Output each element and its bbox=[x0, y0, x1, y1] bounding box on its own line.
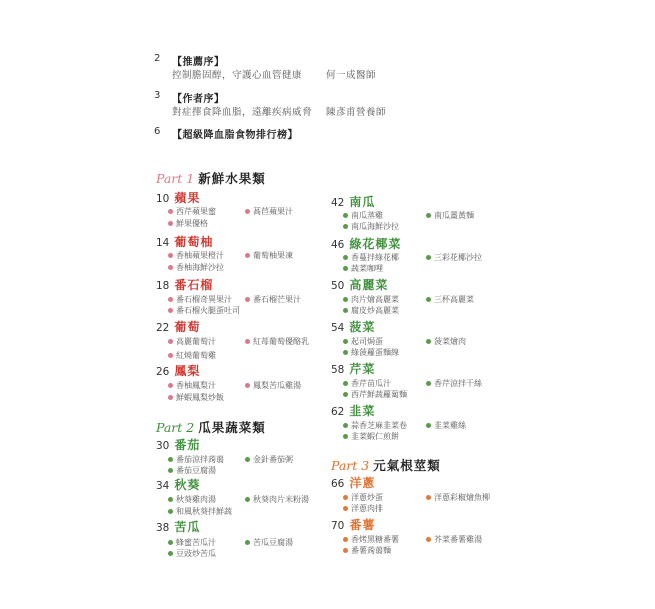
category-name: 洋蔥 bbox=[349, 476, 376, 490]
recipe-item[interactable] bbox=[343, 503, 383, 514]
recipe-item[interactable] bbox=[245, 206, 293, 217]
recipe-item[interactable] bbox=[343, 378, 391, 389]
category-page: 26 bbox=[156, 366, 170, 378]
category-heading[interactable] bbox=[156, 362, 200, 379]
recipe-name: 起司焗蛋 bbox=[351, 337, 383, 346]
bullet-dot-icon bbox=[245, 497, 250, 502]
category-name: 鳳梨 bbox=[174, 364, 201, 378]
recipe-item[interactable] bbox=[245, 294, 301, 305]
recipe-item[interactable] bbox=[343, 431, 399, 442]
category-page: 10 bbox=[156, 193, 170, 205]
bullet-dot-icon bbox=[168, 551, 173, 556]
category-heading[interactable] bbox=[331, 318, 375, 335]
part-title: 瓜果蔬菜類 bbox=[198, 420, 266, 435]
front-title[interactable]: 【作者序】 bbox=[172, 94, 225, 105]
recipe-item[interactable] bbox=[168, 494, 216, 505]
category-heading[interactable] bbox=[331, 276, 388, 293]
recipe-item[interactable] bbox=[168, 350, 216, 361]
bullet-dot-icon bbox=[426, 255, 431, 260]
recipe-item[interactable] bbox=[168, 506, 232, 517]
recipe-name: 西芹鮮蔬蘿蔔麵 bbox=[351, 390, 407, 399]
part-title: 新鮮水果類 bbox=[198, 171, 266, 186]
part-label: Part 1 bbox=[156, 171, 195, 186]
category-name: 秋葵 bbox=[174, 478, 201, 492]
recipe-name: 番茄涼拌蒟蒻 bbox=[176, 455, 224, 464]
category-page: 30 bbox=[156, 440, 170, 452]
bullet-dot-icon bbox=[426, 495, 431, 500]
recipe-name: 三彩花椰沙拉 bbox=[434, 253, 482, 262]
recipe-name: 洋蔥炒蛋 bbox=[351, 493, 383, 502]
front-line: 控制膽固醇，守護心血管健康 bbox=[172, 70, 303, 81]
recipe-name: 三杯高麗菜 bbox=[434, 295, 474, 304]
bullet-dot-icon bbox=[426, 213, 431, 218]
recipe-name: 鮮果優格 bbox=[176, 219, 208, 228]
category-name: 綠花椰菜 bbox=[349, 237, 402, 251]
bullet-dot-icon bbox=[168, 353, 173, 358]
bullet-dot-icon bbox=[245, 540, 250, 545]
recipe-name: 南瓜薑黃麵 bbox=[434, 211, 474, 220]
recipe-name: 香柚海鮮沙拉 bbox=[176, 263, 224, 272]
recipe-item[interactable] bbox=[245, 250, 293, 261]
recipe-name: 番石榴芒果汁 bbox=[253, 295, 301, 304]
bullet-dot-icon bbox=[245, 209, 250, 214]
recipe-name: 番石榴火腿蛋吐司 bbox=[176, 306, 240, 315]
bullet-dot-icon bbox=[343, 381, 348, 386]
bullet-dot-icon bbox=[245, 339, 250, 344]
bullet-dot-icon bbox=[168, 509, 173, 514]
front-num: 3 bbox=[154, 90, 161, 101]
bullet-dot-icon bbox=[343, 308, 348, 313]
recipe-item[interactable] bbox=[245, 537, 293, 548]
part-heading bbox=[156, 169, 266, 187]
recipe-name: 西芹蘋果蜜 bbox=[176, 207, 216, 216]
bullet-dot-icon bbox=[343, 255, 348, 260]
part-label: Part 2 bbox=[156, 420, 195, 435]
bullet-dot-icon bbox=[343, 537, 348, 542]
bullet-dot-icon bbox=[343, 297, 348, 302]
category-page: 66 bbox=[331, 478, 345, 490]
recipe-item[interactable] bbox=[168, 305, 240, 316]
bullet-dot-icon bbox=[168, 468, 173, 473]
recipe-item[interactable] bbox=[168, 465, 216, 476]
bullet-dot-icon bbox=[168, 457, 173, 462]
bullet-dot-icon bbox=[343, 213, 348, 218]
category-name: 番茄 bbox=[174, 438, 201, 452]
bullet-dot-icon bbox=[168, 253, 173, 258]
category-page: 14 bbox=[156, 237, 170, 249]
bullet-dot-icon bbox=[343, 495, 348, 500]
front-author: 何一成醫師 bbox=[326, 70, 377, 81]
category-heading[interactable] bbox=[156, 233, 213, 250]
category-name: 番石榴 bbox=[174, 278, 214, 292]
category-page: 54 bbox=[331, 322, 345, 334]
bullet-dot-icon bbox=[168, 339, 173, 344]
recipe-item[interactable] bbox=[426, 252, 482, 263]
recipe-item[interactable] bbox=[426, 420, 466, 431]
category-page: 18 bbox=[156, 280, 170, 292]
bullet-dot-icon bbox=[426, 339, 431, 344]
category-heading[interactable] bbox=[156, 318, 200, 335]
bullet-dot-icon bbox=[168, 497, 173, 502]
recipe-name: 菠菜燴肉 bbox=[434, 337, 466, 346]
category-name: 番薯 bbox=[349, 518, 376, 532]
category-page: 34 bbox=[156, 480, 170, 492]
part-heading bbox=[156, 418, 266, 436]
recipe-name: 腐皮炒高麗菜 bbox=[351, 306, 399, 315]
recipe-name: 香柚鳳梨汁 bbox=[176, 381, 216, 390]
bullet-dot-icon bbox=[245, 297, 250, 302]
recipe-name: 紅苺葡萄優酪乳 bbox=[253, 337, 309, 346]
front-line: 對症擇食降血脂，遠離疾病威脅 bbox=[172, 107, 313, 118]
recipe-name: 香芹苗瓜汁 bbox=[351, 379, 391, 388]
category-heading[interactable] bbox=[331, 235, 401, 252]
bullet-dot-icon bbox=[343, 423, 348, 428]
category-heading[interactable] bbox=[156, 189, 200, 206]
recipe-name: 韭菜蝦仁煎餅 bbox=[351, 432, 399, 441]
category-name: 葡萄 bbox=[174, 320, 201, 334]
recipe-item[interactable] bbox=[343, 294, 399, 305]
recipe-item[interactable] bbox=[426, 294, 474, 305]
recipe-item[interactable] bbox=[343, 336, 383, 347]
recipe-item[interactable] bbox=[168, 206, 216, 217]
recipe-name: 蜂蜜苦瓜汁 bbox=[176, 538, 216, 547]
recipe-name: 韭菜雞絲 bbox=[434, 421, 466, 430]
bullet-dot-icon bbox=[343, 392, 348, 397]
front-title[interactable]: 【推薦序】 bbox=[172, 57, 225, 68]
recipe-name: 肉片燴高麗菜 bbox=[351, 295, 399, 304]
category-name: 高麗菜 bbox=[349, 278, 389, 292]
bullet-dot-icon bbox=[426, 537, 431, 542]
front-author: 陳彥甫營養師 bbox=[326, 107, 387, 118]
recipe-name: 芥菜番薯雞湯 bbox=[434, 535, 482, 544]
recipe-name: 秋葵雞肉湯 bbox=[176, 495, 216, 504]
recipe-name: 萵苣蘋果汁 bbox=[253, 207, 293, 216]
recipe-item[interactable] bbox=[343, 210, 383, 221]
recipe-name: 葡萄柚果凍 bbox=[253, 251, 293, 260]
recipe-name: 香芹涼拌干絲 bbox=[434, 379, 482, 388]
category-heading[interactable] bbox=[156, 436, 200, 453]
bullet-dot-icon bbox=[343, 434, 348, 439]
recipe-item[interactable] bbox=[168, 392, 224, 403]
category-heading[interactable] bbox=[331, 516, 375, 533]
recipe-name: 香烤黑糖番薯 bbox=[351, 535, 399, 544]
category-name: 苦瓜 bbox=[174, 520, 201, 534]
bullet-dot-icon bbox=[168, 221, 173, 226]
bullet-dot-icon bbox=[343, 224, 348, 229]
recipe-item[interactable] bbox=[426, 210, 474, 221]
part-label: Part 3 bbox=[331, 458, 370, 473]
category-page: 62 bbox=[331, 406, 345, 418]
recipe-name: 洋蔥彩椒燴魚柳 bbox=[434, 493, 490, 502]
recipe-name: 番薯蒟蒻麵 bbox=[351, 546, 391, 555]
bullet-dot-icon bbox=[426, 381, 431, 386]
bullet-dot-icon bbox=[343, 506, 348, 511]
category-name: 葡萄柚 bbox=[174, 235, 214, 249]
recipe-item[interactable] bbox=[168, 262, 224, 273]
recipe-name: 洋蔥肉排 bbox=[351, 504, 383, 513]
recipe-item[interactable] bbox=[168, 218, 208, 229]
category-heading[interactable] bbox=[156, 518, 200, 535]
recipe-name: 綠菠蘿蛋麵線 bbox=[351, 348, 399, 357]
category-page: 42 bbox=[331, 197, 345, 209]
category-heading[interactable] bbox=[331, 360, 375, 377]
bullet-dot-icon bbox=[168, 297, 173, 302]
recipe-item[interactable] bbox=[343, 492, 383, 503]
recipe-item[interactable] bbox=[426, 378, 482, 389]
recipe-item[interactable] bbox=[343, 263, 383, 274]
category-name: 韭菜 bbox=[349, 404, 376, 418]
recipe-item[interactable] bbox=[245, 336, 309, 347]
bullet-dot-icon bbox=[168, 209, 173, 214]
category-name: 芹菜 bbox=[349, 362, 376, 376]
bullet-dot-icon bbox=[168, 395, 173, 400]
category-page: 58 bbox=[331, 364, 345, 376]
recipe-item[interactable] bbox=[343, 389, 407, 400]
recipe-name: 南瓜海鮮沙拉 bbox=[351, 222, 399, 231]
category-heading[interactable] bbox=[156, 476, 200, 493]
recipe-item[interactable] bbox=[168, 537, 216, 548]
recipe-name: 香蔓拌綠花椰 bbox=[351, 253, 399, 262]
front-num: 2 bbox=[154, 53, 161, 64]
recipe-item[interactable] bbox=[343, 252, 399, 263]
category-heading[interactable] bbox=[156, 276, 213, 293]
recipe-item[interactable] bbox=[245, 380, 301, 391]
bullet-dot-icon bbox=[245, 253, 250, 258]
bullet-dot-icon bbox=[343, 266, 348, 271]
recipe-name: 南瓜蒸雞 bbox=[351, 211, 383, 220]
recipe-item[interactable] bbox=[426, 492, 490, 503]
bullet-dot-icon bbox=[343, 548, 348, 553]
part-title: 元氣根莖類 bbox=[373, 458, 441, 473]
part-heading bbox=[331, 456, 441, 474]
recipe-item[interactable] bbox=[245, 494, 309, 505]
bullet-dot-icon bbox=[168, 383, 173, 388]
recipe-name: 番石榴奇異果汁 bbox=[176, 295, 232, 304]
category-page: 50 bbox=[331, 280, 345, 292]
recipe-name: 高麗葡萄汁 bbox=[176, 337, 216, 346]
bullet-dot-icon bbox=[168, 540, 173, 545]
category-heading[interactable] bbox=[331, 474, 375, 491]
recipe-name: 蒜香芝麻韭菜卷 bbox=[351, 421, 407, 430]
category-page: 38 bbox=[156, 522, 170, 534]
category-page: 46 bbox=[331, 239, 345, 251]
recipe-name: 豆豉炒苦瓜 bbox=[176, 549, 216, 558]
bullet-dot-icon bbox=[343, 339, 348, 344]
recipe-item[interactable] bbox=[168, 380, 216, 391]
front-num: 6 bbox=[154, 126, 161, 137]
bullet-dot-icon bbox=[168, 308, 173, 313]
category-name: 菠菜 bbox=[349, 320, 376, 334]
category-heading[interactable] bbox=[331, 193, 375, 210]
recipe-name: 秋葵肉片米粉湯 bbox=[253, 495, 309, 504]
bullet-dot-icon bbox=[426, 297, 431, 302]
recipe-item[interactable] bbox=[168, 454, 224, 465]
recipe-item[interactable] bbox=[426, 336, 466, 347]
recipe-name: 苦瓜豆腐湯 bbox=[253, 538, 293, 547]
bullet-dot-icon bbox=[245, 457, 250, 462]
recipe-name: 紅燒葡萄雞 bbox=[176, 351, 216, 360]
recipe-item[interactable] bbox=[343, 221, 399, 232]
category-page: 70 bbox=[331, 520, 345, 532]
recipe-item[interactable] bbox=[343, 347, 399, 358]
front-title[interactable]: 【超級降血脂食物排行榜】 bbox=[172, 130, 298, 141]
recipe-name: 和風秋葵拌鮮蔬 bbox=[176, 507, 232, 516]
recipe-item[interactable] bbox=[168, 336, 216, 347]
recipe-name: 金針番茄粥 bbox=[253, 455, 293, 464]
bullet-dot-icon bbox=[426, 423, 431, 428]
recipe-item[interactable] bbox=[343, 305, 399, 316]
bullet-dot-icon bbox=[168, 265, 173, 270]
recipe-item[interactable] bbox=[245, 454, 293, 465]
recipe-item[interactable] bbox=[168, 294, 232, 305]
category-page: 22 bbox=[156, 322, 170, 334]
recipe-name: 香柚蘋果橙汁 bbox=[176, 251, 224, 260]
recipe-item[interactable] bbox=[343, 545, 391, 556]
recipe-name: 蔬菜咖哩 bbox=[351, 264, 383, 273]
recipe-name: 鮮蝦鳳梨炒飯 bbox=[176, 393, 224, 402]
recipe-item[interactable] bbox=[343, 534, 399, 545]
recipe-item[interactable] bbox=[168, 250, 224, 261]
recipe-item[interactable] bbox=[426, 534, 482, 545]
recipe-item[interactable] bbox=[343, 420, 407, 431]
recipe-name: 番茄豆腐湯 bbox=[176, 466, 216, 475]
recipe-item[interactable] bbox=[168, 548, 216, 559]
recipe-name: 鳳梨苦瓜雞湯 bbox=[253, 381, 301, 390]
bullet-dot-icon bbox=[343, 350, 348, 355]
bullet-dot-icon bbox=[245, 383, 250, 388]
category-name: 蘋果 bbox=[174, 191, 201, 205]
category-heading[interactable] bbox=[331, 402, 375, 419]
category-name: 南瓜 bbox=[349, 195, 376, 209]
